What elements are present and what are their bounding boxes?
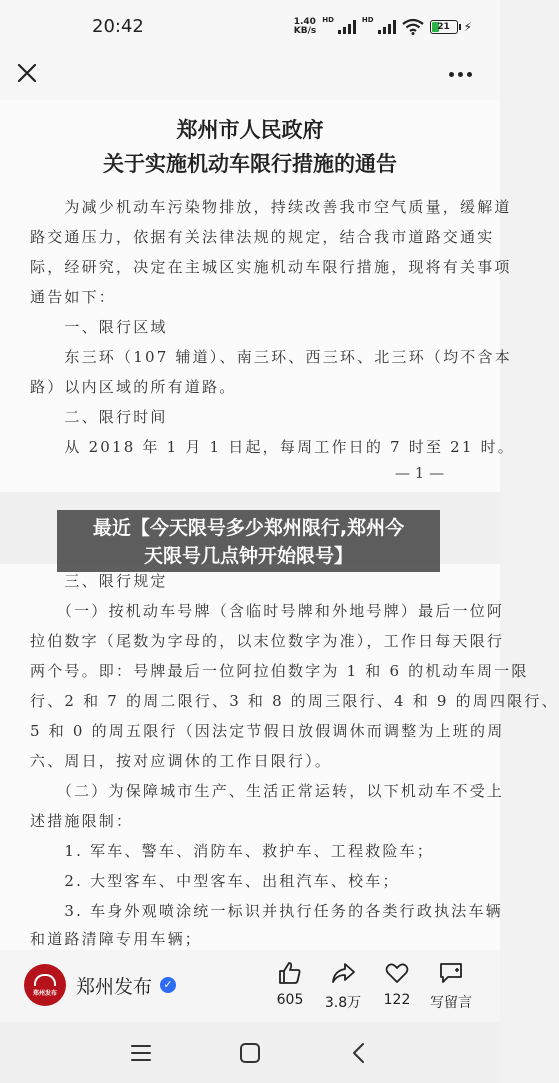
overlay-title-line1: 最近【今天限号多少郑州限行,郑州今 (92, 517, 405, 539)
document-line: 1. 军车、警车、消防车、救护车、工程救险车； (30, 842, 435, 860)
share-count: 3.8万 (324, 995, 362, 1011)
share-icon (330, 960, 356, 986)
hd-badge-1: HD (322, 16, 334, 24)
document-line: 5 和 0 的周五限行（因法定节假日放假调休而调整为上班的周 (30, 722, 505, 740)
document-line: 两个号。即：号牌最后一位阿拉伯数字为 1 和 6 的机动车周一限 (30, 662, 529, 680)
document-line: 从 2018 年 1 月 1 日起，每周工作日的 7 时至 21 时。 (30, 438, 515, 456)
system-nav-bar (0, 1022, 500, 1083)
comment-label: 写留言 (430, 995, 472, 1011)
close-icon[interactable] (16, 62, 38, 84)
document-line: 拉伯数字（尾数为字母的，以末位数字为准），工作日每天限行 (30, 632, 505, 650)
share-button[interactable] (313, 960, 373, 1012)
back-icon[interactable] (346, 1040, 372, 1066)
like-count: 605 (276, 992, 304, 1008)
avatar-text: 郑州发布 (32, 989, 57, 997)
document-line: 述措施限制： (30, 812, 134, 830)
document-title-line1: 郑州市人民政府 (176, 117, 324, 142)
author-avatar[interactable] (24, 964, 66, 1006)
document-line: （二）为保障城市生产、生活正常运转，以下机动车不受上 (30, 782, 505, 800)
network-speed-value: 1.40 (293, 17, 316, 27)
signal-icon-1 (338, 20, 356, 34)
document-line: 际，经研究，决定在主城区实施机动车限行措施，现将有关事项 (30, 258, 512, 276)
more-options-icon[interactable] (449, 72, 472, 77)
document-line: 为减少机动车污染物排放，持续改善我市空气质量，缓解道 (30, 198, 512, 216)
favorite-button[interactable] (367, 960, 427, 1008)
home-icon[interactable] (237, 1040, 263, 1066)
document-line: （一）按机动车号牌（含临时号牌和外地号牌）最后一位阿 (30, 602, 505, 620)
overlay-title-line2: 天限号几点钟开始限号】 (143, 545, 353, 567)
comment-icon (438, 960, 464, 986)
like-button[interactable] (260, 960, 320, 1008)
document-line: 2. 大型客车、中型客车、出租汽车、校车； (30, 872, 400, 890)
author-name[interactable]: 郑州发布 (76, 976, 153, 998)
author-action-bar (0, 950, 500, 1022)
page-number: — 1 — (395, 464, 445, 482)
building-icon (34, 974, 56, 986)
menu-icon[interactable] (128, 1040, 154, 1066)
signal-icon-2 (378, 20, 396, 34)
document-line: 六、周日，按对应调休的工作日限行）。 (30, 752, 333, 770)
document-line: 行、2 和 7 的周二限行、3 和 8 的周三限行、4 和 9 的周四限行、 (30, 692, 559, 710)
document-line: 路交通压力，依据有关法律法规的规定，结合我市道路交通实 (30, 228, 495, 246)
document-title-line2: 关于实施机动车限行措施的通告 (103, 151, 397, 176)
top-bar (0, 52, 500, 100)
document-line: 二、限行时间 (30, 408, 168, 426)
favorite-count: 122 (383, 992, 411, 1008)
status-icons (294, 16, 472, 38)
document-line: 三、限行规定 (30, 572, 168, 590)
charging-icon: ⚡ (463, 20, 472, 34)
network-speed-unit: KB/s (293, 26, 317, 36)
status-time: 20:42 (92, 16, 144, 37)
document-line: 东三环（107 辅道）、南三环、西三环、北三环（均不含本 (30, 348, 512, 366)
document-line: 3. 车身外观喷涂统一标识并执行任务的各类行政执法车辆 (30, 902, 503, 920)
document-line: 一、限行区域 (30, 318, 168, 336)
comment-button[interactable] (421, 960, 481, 1012)
article-title-overlay (57, 510, 440, 572)
hd-badge-2: HD (361, 16, 374, 24)
document-line: 和道路清障专用车辆； (30, 930, 203, 948)
network-speed (294, 18, 316, 36)
document-line: 路）以内区域的所有道路。 (30, 378, 237, 396)
status-bar (0, 0, 500, 52)
heart-icon (384, 960, 410, 986)
wifi-icon (402, 19, 424, 35)
verified-badge-icon: ✓ (160, 977, 176, 993)
thumbs-up-icon (277, 960, 303, 986)
document-line: 通告如下： (30, 288, 117, 306)
battery-level: 21 (437, 22, 450, 32)
battery-icon (430, 20, 472, 34)
